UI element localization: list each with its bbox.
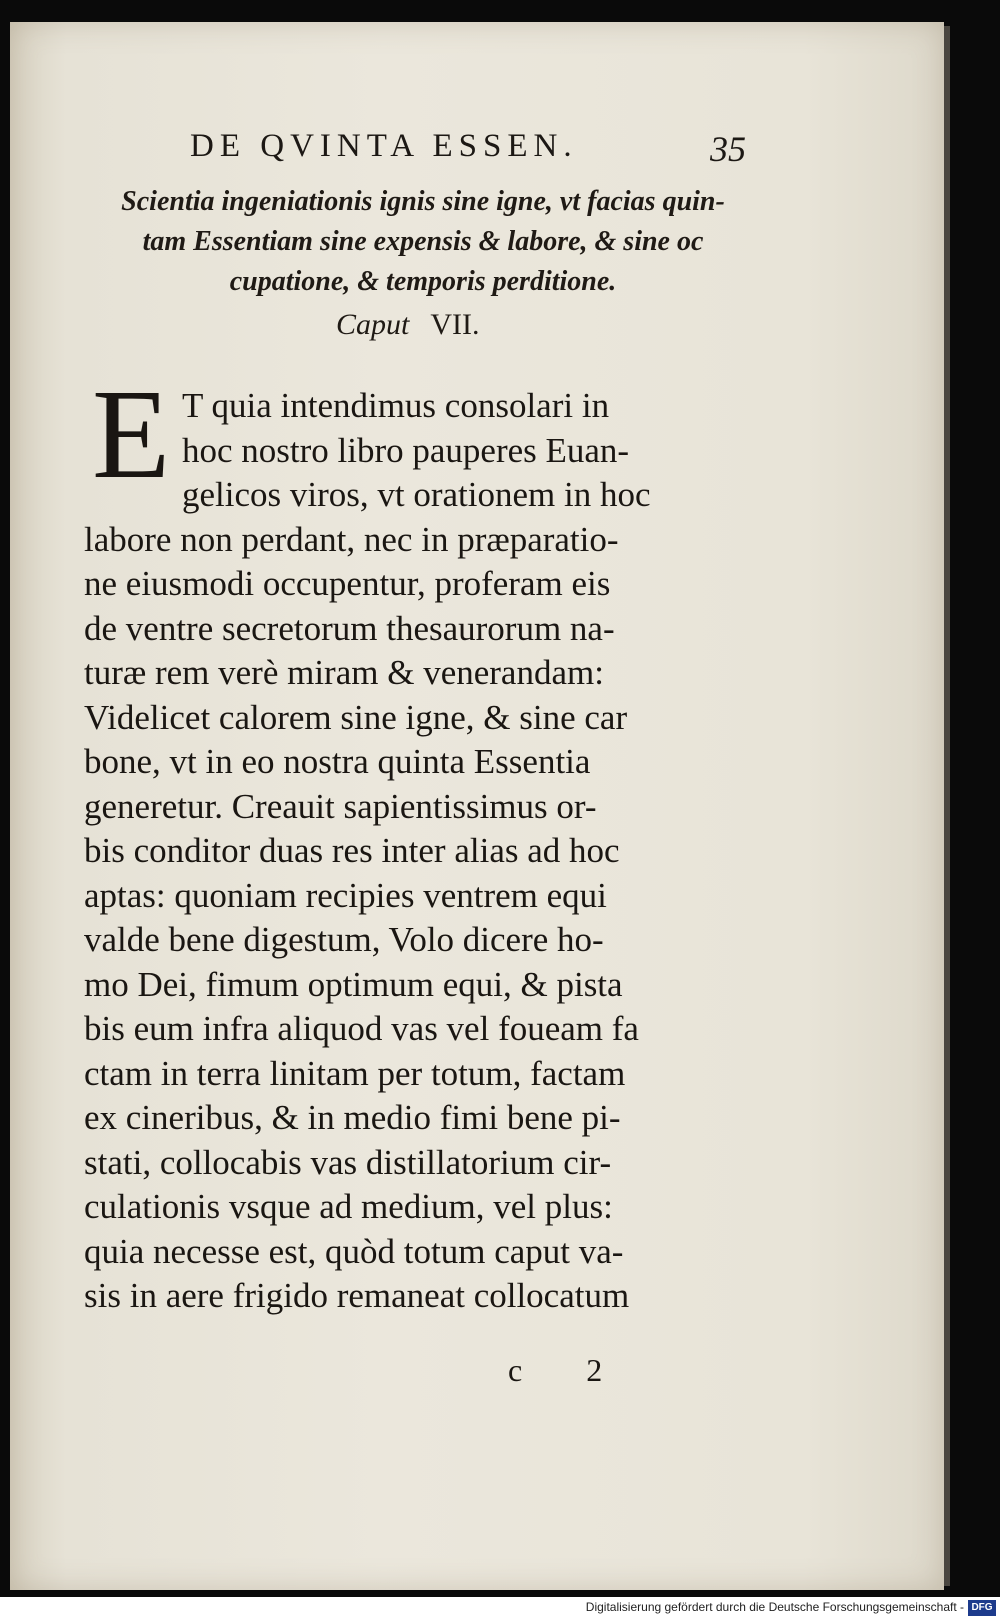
chapter-label: [336, 308, 479, 342]
drop-cap: E: [92, 363, 171, 505]
page-number: 35: [710, 129, 746, 169]
chapter-title-line: cupatione, & temporis perditione.: [229, 266, 617, 297]
signature-mark: c 2: [508, 1352, 631, 1388]
dfg-logo[interactable]: DFG: [968, 1600, 996, 1616]
text-line: ne eiusmodi occupentur, proferam eis: [84, 564, 611, 603]
text-line: bone, vt in eo nostra quinta Essentia: [84, 742, 591, 781]
caput-label: Caput: [336, 308, 410, 341]
text-line: valde bene digestum, Volo dicere ho-: [84, 920, 604, 959]
text-line: generetur. Creauit sapientissimus or-: [84, 786, 597, 826]
text-line: mo Dei, fimum optimum equi, & pista: [84, 964, 623, 1004]
chapter-title: [88, 182, 758, 302]
page-edge: [944, 26, 950, 1586]
text-line: bis eum infra aliquod vas vel foueam fa: [84, 1009, 639, 1048]
text-line: quia necesse est, quòd totum caput va-: [84, 1231, 624, 1271]
text-line: Videlicet calorem sine igne, & sine car: [84, 697, 628, 737]
text-line: T quia intendimus consolari in: [182, 386, 610, 425]
body-text: [84, 384, 754, 1319]
text-line: bis conditor duas res inter alias ad hoc: [84, 831, 620, 870]
running-title: DE QVINTA ESSEN.: [190, 128, 578, 164]
text-line: gelicos viros, vt orationem in hoc: [182, 475, 651, 514]
text-line: turæ rem verè miram & venerandam:: [84, 653, 604, 692]
running-head: [120, 128, 780, 174]
footer-bar: [0, 1597, 1000, 1620]
chapter-title-line: tam Essentiam sine expensis & labore, & sine oc: [142, 226, 704, 257]
text-line: ctam in terra linitam per totum, factam: [84, 1053, 626, 1093]
text-line: ex cineribus, & in medio fimi bene pi-: [84, 1098, 621, 1137]
chapter-title-line: Scientia ingeniationis ignis sine igne, vt facias quin-: [121, 186, 725, 217]
text-line: hoc nostro libro pauperes Euan-: [182, 430, 630, 470]
funding-note: Digitalisierung gefördert durch die Deutsche Forschungsgemeinschaft -: [585, 1600, 964, 1614]
text-line: sis in aere frigido remaneat collocatum: [84, 1276, 630, 1315]
text-line: aptas: quoniam recipies ventrem equi: [84, 875, 607, 915]
text-line: stati, collocabis vas distillatorium cir-: [84, 1142, 612, 1182]
caput-number: VII.: [430, 308, 480, 341]
text-line: labore non perdant, nec in præparatio-: [84, 519, 619, 559]
text-line: culationis vsque ad medium, vel plus:: [84, 1187, 613, 1226]
text-line: de ventre secretorum thesaurorum na-: [84, 608, 615, 648]
